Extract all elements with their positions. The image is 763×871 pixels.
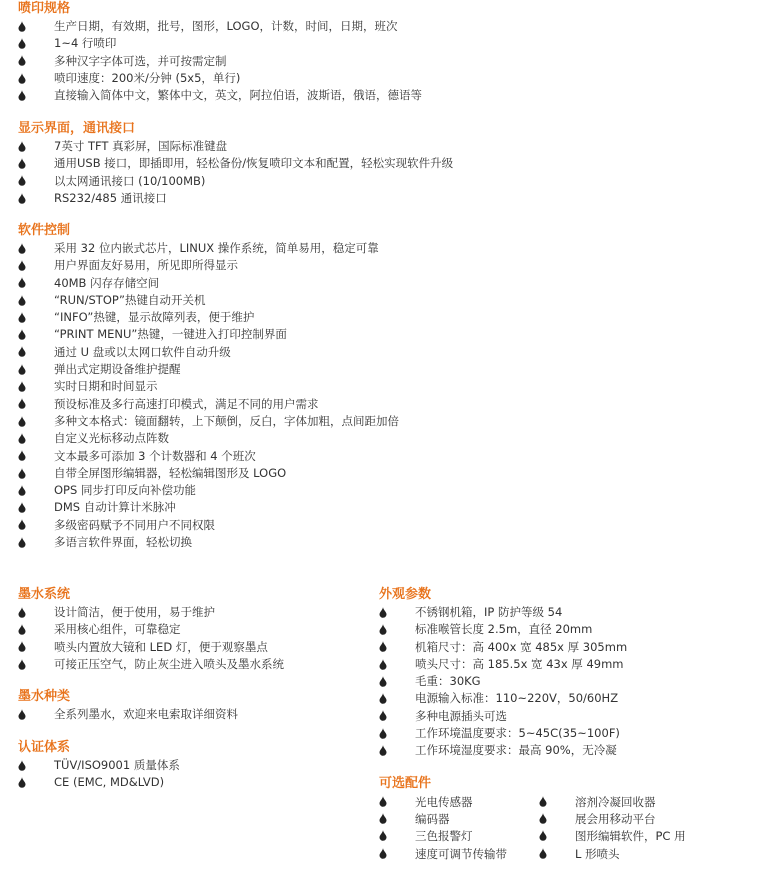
- software-list: [18, 240, 399, 551]
- option-item-text: 光电传感器: [415, 794, 473, 809]
- drop-icon: [18, 537, 54, 549]
- drop-icon: [18, 777, 54, 789]
- list-item-text: 多种汉字字体可选，并可按需定制: [54, 53, 227, 68]
- section-title: 可选配件: [379, 776, 432, 791]
- list-item-text: 实时日期和时间显示: [54, 379, 158, 394]
- list-item: [18, 621, 284, 638]
- section-software: [18, 222, 399, 551]
- list-item: [18, 499, 399, 516]
- list-item-text: TÜV/ISO9001 质量体系: [54, 758, 180, 772]
- list-item-text: 弹出式定期设备维护提醒: [54, 362, 181, 377]
- list-item: [18, 465, 399, 482]
- drop-icon: [379, 659, 415, 671]
- list-item: [18, 35, 422, 52]
- list-item-text: RS232/485 通讯接口: [54, 190, 167, 205]
- list-item: [18, 378, 399, 395]
- list-item-text: 7英寸 TFT 真彩屏，国际标准键盘: [54, 139, 228, 153]
- list-item-text: 可接正压空气，防止灰尘进入喷头及墨水系统: [54, 656, 284, 671]
- list-item-text: 机箱尺寸：高 400x 宽 485x 厚 305mm: [415, 639, 628, 654]
- option-item-text: 图形编辑软件，PC 用: [575, 829, 686, 844]
- list-item: [379, 673, 627, 690]
- option-item: [379, 828, 539, 845]
- drop-icon: [379, 676, 415, 688]
- list-item-text: 不锈钢机箱，IP 防护等级 54: [415, 605, 563, 619]
- list-item-text: 自定义光标移动点阵数: [54, 431, 169, 446]
- appearance-list: [379, 604, 627, 760]
- list-item: [379, 725, 627, 742]
- drop-icon: [18, 243, 54, 255]
- drop-icon: [379, 745, 415, 757]
- drop-icon: [18, 502, 54, 514]
- drop-icon: [18, 193, 54, 205]
- drop-icon: [18, 519, 54, 531]
- drop-icon: [379, 848, 415, 860]
- section-title: 外观参数: [379, 587, 432, 602]
- list-item-text: 通过 U 盘或以太网口软件自动升级: [54, 344, 231, 359]
- list-item-text: 毛重：30KG: [415, 674, 481, 689]
- list-item-text: 工作环境湿度要求：最高 90%，无冷凝: [415, 743, 617, 758]
- list-item: [18, 190, 453, 207]
- list-item: [379, 656, 627, 673]
- list-item: [18, 173, 453, 190]
- drop-icon: [379, 624, 415, 636]
- list-item: [18, 413, 399, 430]
- list-item: [18, 87, 422, 104]
- list-item: [18, 604, 284, 621]
- drop-icon: [18, 433, 54, 445]
- drop-icon: [379, 710, 415, 722]
- section-title: 墨水系统: [18, 587, 71, 602]
- list-item: [18, 482, 399, 499]
- list-item-text: 通用USB 接口，即插即用，轻松备份/恢复喷印文本和配置，轻松实现软件升级: [54, 156, 454, 171]
- list-item: [18, 656, 284, 673]
- list-item: [18, 257, 399, 274]
- list-item-text: 40MB 闪存存储空间: [54, 275, 160, 290]
- drop-icon: [18, 659, 54, 671]
- list-item-text: 喷头尺寸：高 185.5x 宽 43x 厚 49mm: [415, 656, 624, 671]
- section-appearance: [379, 586, 627, 760]
- section-title: 软件控制: [18, 223, 71, 238]
- drop-icon: [379, 693, 415, 705]
- section-title: 认证体系: [18, 740, 71, 755]
- option-item-text: 溶剂冷凝回收器: [575, 794, 656, 809]
- drop-icon: [18, 73, 54, 85]
- drop-icon: [18, 624, 54, 636]
- list-item-text: OPS 同步打印反向补偿功能: [54, 483, 196, 498]
- list-item: [18, 309, 399, 326]
- option-item: [539, 810, 699, 827]
- section-certification: [18, 739, 180, 792]
- drop-icon: [379, 813, 415, 825]
- list-item-text: 多种电源插头可选: [415, 708, 507, 723]
- list-item-text: 工作环境温度要求：5~45C(35~100F): [415, 726, 620, 741]
- options-row: [379, 845, 699, 862]
- list-item-text: 文本最多可添加 3 个计数器和 4 个班次: [54, 448, 256, 463]
- drop-icon: [18, 295, 54, 307]
- section-title: 显示界面，通讯接口: [18, 121, 136, 136]
- list-item-text: 多种文本格式：镜面翻转，上下颠倒，反白，字体加粗，点间距加倍: [54, 413, 399, 428]
- list-item-text: 采用核心组件，可靠稳定: [54, 622, 181, 637]
- list-item: [18, 292, 399, 309]
- drop-icon: [18, 364, 54, 376]
- section-title: 喷印规格: [18, 1, 71, 16]
- print-spec-list: [18, 18, 422, 104]
- list-item-text: “INFO”热键，显示故障列表，便于维护: [54, 310, 255, 325]
- list-item-text: 用户界面友好易用，所见即所得显示: [54, 258, 238, 273]
- list-item-text: 多级密码赋予不同用户不同权限: [54, 517, 215, 532]
- list-item: [18, 155, 453, 172]
- list-item-text: 自带全屏图形编辑器，轻松编辑图形及 LOGO: [54, 465, 287, 480]
- option-item-text: 展会用移动平台: [575, 811, 656, 826]
- list-item: [18, 70, 422, 87]
- drop-icon: [18, 38, 54, 50]
- ink-system-list: [18, 604, 284, 673]
- list-item-text: 采用 32 位内嵌式芯片，LINUX 操作系统，简单易用，稳定可靠: [54, 241, 379, 255]
- option-item-text: 速度可调节传输带: [415, 846, 507, 861]
- drop-icon: [18, 55, 54, 67]
- drop-icon: [18, 450, 54, 462]
- options-row: [379, 793, 699, 810]
- list-item: [18, 517, 399, 534]
- option-item: [539, 828, 699, 845]
- list-item-text: DMS 自动计算计米脉冲: [54, 500, 176, 515]
- list-item: [18, 326, 399, 343]
- drop-icon: [18, 416, 54, 428]
- drop-icon: [18, 175, 54, 187]
- list-item: [18, 361, 399, 378]
- section-ink-system: [18, 586, 284, 673]
- list-item: [18, 53, 422, 70]
- section-title: 墨水种类: [18, 689, 71, 704]
- drop-icon: [18, 468, 54, 480]
- drop-icon: [539, 796, 575, 808]
- list-item: [379, 708, 627, 725]
- list-item: [379, 742, 627, 759]
- drop-icon: [18, 381, 54, 393]
- list-item-text: 直接输入简体中文，繁体中文，英文，阿拉伯语，波斯语，俄语，德语等: [54, 88, 422, 103]
- list-item: [18, 534, 399, 551]
- drop-icon: [379, 607, 415, 619]
- list-item-text: 喷印速度：200米/分钟 (5x5，单行): [54, 70, 241, 85]
- ink-types-list: [18, 706, 238, 723]
- certification-list: [18, 757, 180, 792]
- drop-icon: [18, 607, 54, 619]
- option-item-text: L 形喷头: [575, 846, 620, 861]
- list-item-text: “RUN/STOP”热键自动开关机: [54, 292, 206, 307]
- list-item: [18, 774, 180, 791]
- drop-icon: [18, 641, 54, 653]
- list-item: [18, 430, 399, 447]
- drop-icon: [539, 848, 575, 860]
- list-item-text: CE (EMC, MD&LVD): [54, 775, 165, 790]
- drop-icon: [18, 760, 54, 772]
- drop-icon: [18, 277, 54, 289]
- section-print-spec: [18, 0, 422, 104]
- option-item: [379, 845, 539, 862]
- list-item: [379, 604, 627, 621]
- list-item-text: 多语言软件界面，轻松切换: [54, 535, 192, 550]
- option-item-text: 编码器: [415, 811, 450, 826]
- drop-icon: [18, 158, 54, 170]
- list-item-text: 生产日期，有效期，批号，图形，LOGO，计数，时间，日期，班次: [54, 19, 398, 33]
- list-item: [18, 448, 399, 465]
- drop-icon: [18, 329, 54, 341]
- option-item-text: 三色报警灯: [415, 829, 473, 844]
- list-item: [18, 275, 399, 292]
- list-item: [18, 639, 284, 656]
- options-grid: [379, 793, 699, 862]
- list-item-text: “PRINT MENU”热键，一键进入打印控制界面: [54, 327, 287, 342]
- option-item: [379, 810, 539, 827]
- drop-icon: [539, 813, 575, 825]
- drop-icon: [18, 21, 54, 33]
- display-list: [18, 138, 453, 207]
- list-item: [18, 138, 453, 155]
- drop-icon: [18, 141, 54, 153]
- drop-icon: [18, 312, 54, 324]
- list-item: [18, 18, 422, 35]
- drop-icon: [379, 728, 415, 740]
- list-item: [18, 240, 399, 257]
- drop-icon: [379, 830, 415, 842]
- option-item: [539, 845, 699, 862]
- drop-icon: [18, 709, 54, 721]
- drop-icon: [18, 90, 54, 102]
- drop-icon: [379, 641, 415, 653]
- section-display: [18, 120, 453, 207]
- options-row: [379, 828, 699, 845]
- list-item-text: 电源输入标准：110~220V，50/60HZ: [415, 691, 619, 706]
- list-item-text: 预设标准及多行高速打印模式，满足不同的用户需求: [54, 396, 319, 411]
- section-options: [379, 775, 699, 862]
- list-item: [18, 396, 399, 413]
- list-item-text: 全系列墨水，欢迎来电索取详细资料: [54, 707, 238, 721]
- list-item-text: 标准喉管长度 2.5m，直径 20mm: [415, 622, 593, 637]
- drop-icon: [18, 485, 54, 497]
- list-item: [379, 690, 627, 707]
- list-item: [18, 706, 238, 723]
- drop-icon: [18, 398, 54, 410]
- option-item: [379, 793, 539, 810]
- list-item-text: 1~4 行喷印: [54, 36, 117, 51]
- list-item-text: 以太网通讯接口 (10/100MB): [54, 173, 206, 188]
- section-ink-types: [18, 688, 238, 723]
- options-row: [379, 810, 699, 827]
- list-item: [379, 621, 627, 638]
- option-item: [539, 793, 699, 810]
- drop-icon: [18, 346, 54, 358]
- list-item: [18, 757, 180, 774]
- list-item-text: 设计简洁，便于使用，易于维护: [54, 605, 215, 619]
- list-item: [379, 639, 627, 656]
- drop-icon: [539, 830, 575, 842]
- list-item-text: 喷头内置放大镜和 LED 灯，便于观察墨点: [54, 639, 268, 654]
- drop-icon: [18, 260, 54, 272]
- list-item: [18, 344, 399, 361]
- drop-icon: [379, 796, 415, 808]
